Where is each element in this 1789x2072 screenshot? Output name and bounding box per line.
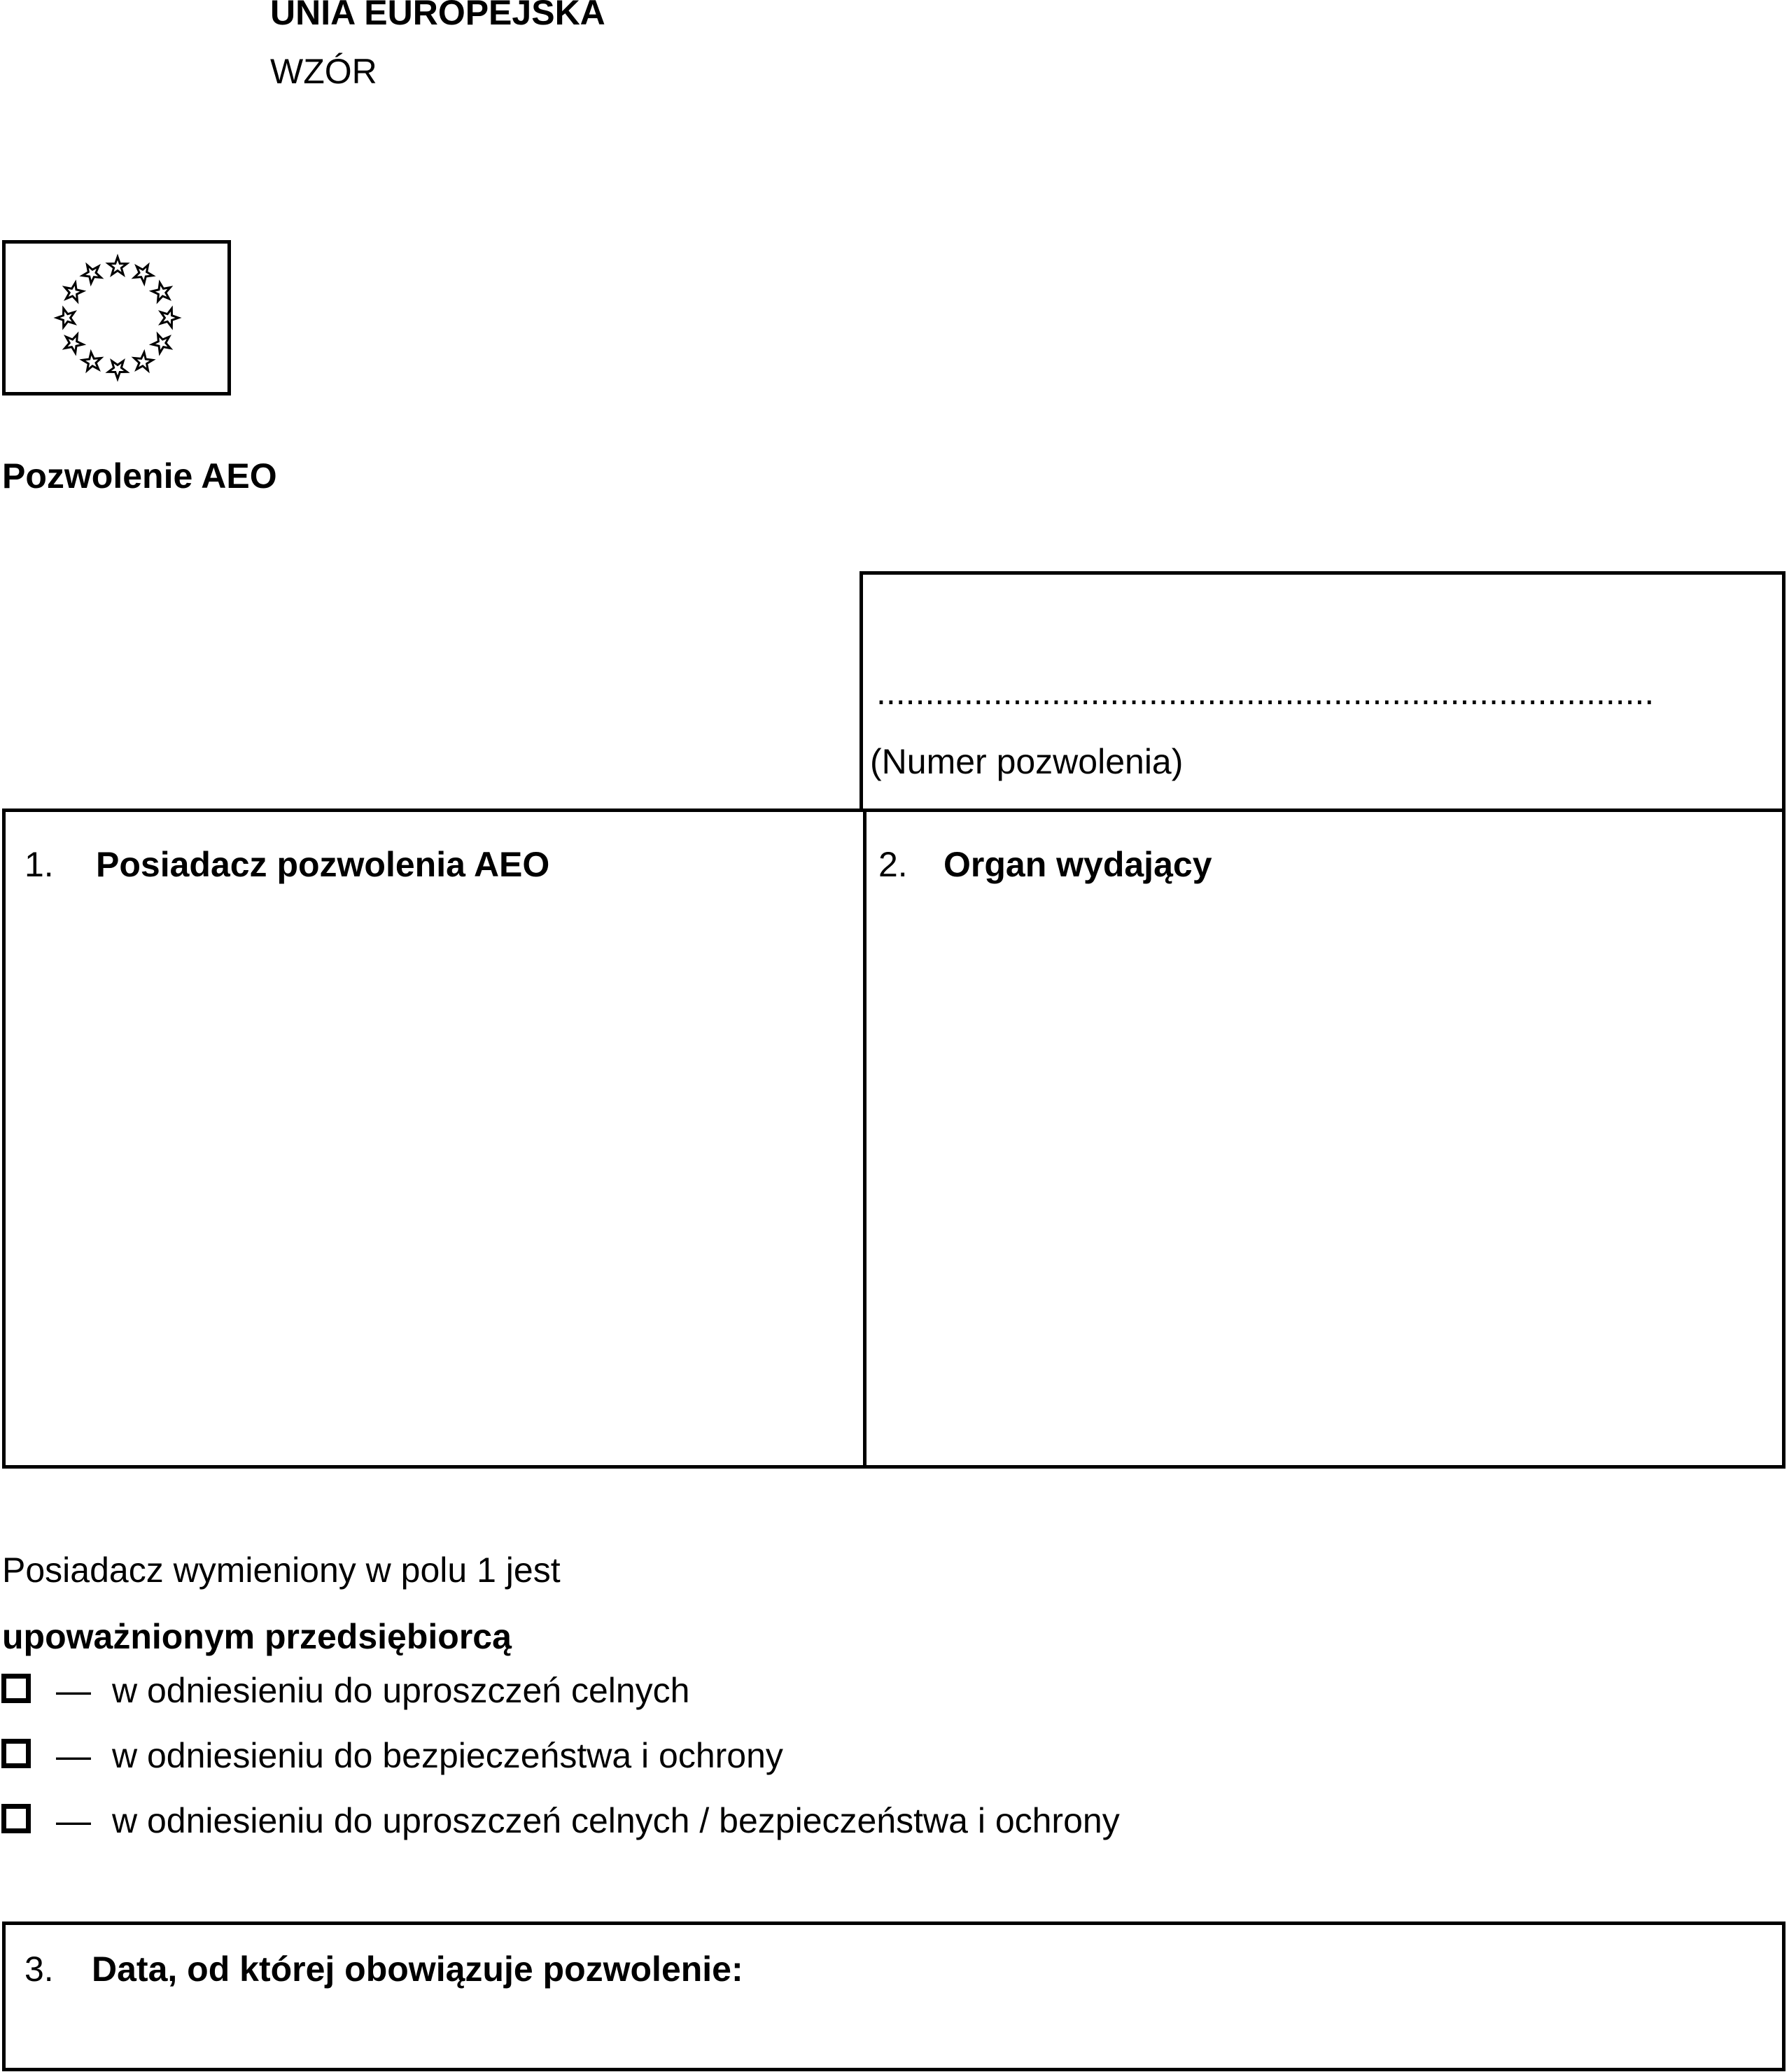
field-2-title: [878, 847, 1212, 882]
field-2-label: Organ wydający: [943, 845, 1212, 884]
page-title: Pozwolenie AEO: [2, 456, 277, 496]
field-3-label: Data, od której obowiązuje pozwolenie:: [92, 1949, 743, 1989]
checklist-item-customs-simplifications: [0, 1673, 1400, 1715]
issuing-authority-cell: [867, 812, 1782, 1465]
checklist-item-label: w odniesieniu do uproszczeń celnych / bezpieczeństwa i ochrony: [112, 1801, 1120, 1840]
main-table-row: [2, 808, 1786, 1469]
checklist-item-security-safety: [0, 1738, 1400, 1780]
authorization-number-caption: (Numer pozwolenia): [870, 742, 1184, 781]
field-1-number: 1.: [24, 845, 54, 884]
aeo-holder-cell: [6, 812, 863, 1465]
checklist-item-customs-security: [0, 1803, 1400, 1845]
document-kind-label: WZÓR: [270, 52, 377, 91]
checkbox-customs-simplifications[interactable]: [1, 1674, 31, 1703]
field-3-number: 3.: [24, 1949, 54, 1989]
checklist-item-label: w odniesieniu do bezpieczeństwa i ochrony: [112, 1736, 783, 1775]
field-3-title: [24, 1949, 743, 1989]
checkbox-customs-simplifications-security-safety[interactable]: [1, 1804, 31, 1833]
dash-icon: —: [56, 1671, 91, 1710]
checkbox-security-safety[interactable]: [1, 1739, 31, 1768]
checklist-item-label: w odniesieniu do uproszczeń celnych: [112, 1671, 690, 1710]
table-column-divider: [863, 812, 867, 1465]
valid-from-date-cell: [2, 1921, 1786, 2071]
statement-line-2: upoważnionym przedsiębiorcą: [2, 1617, 512, 1656]
dash-icon: —: [56, 1736, 91, 1775]
statement-line-1: Posiadacz wymieniony w polu 1 jest: [2, 1550, 561, 1590]
authorization-number-dotted-line: ................................................................................: [876, 675, 1655, 710]
dash-icon: —: [56, 1801, 91, 1840]
union-name-heading: UNIA EUROPEJSKA: [270, 0, 605, 32]
field-1-title: [24, 847, 549, 882]
eu-flag-icon: [2, 240, 231, 396]
field-2-number: 2.: [878, 845, 908, 884]
field-1-label: Posiadacz pozwolenia AEO: [96, 845, 550, 884]
